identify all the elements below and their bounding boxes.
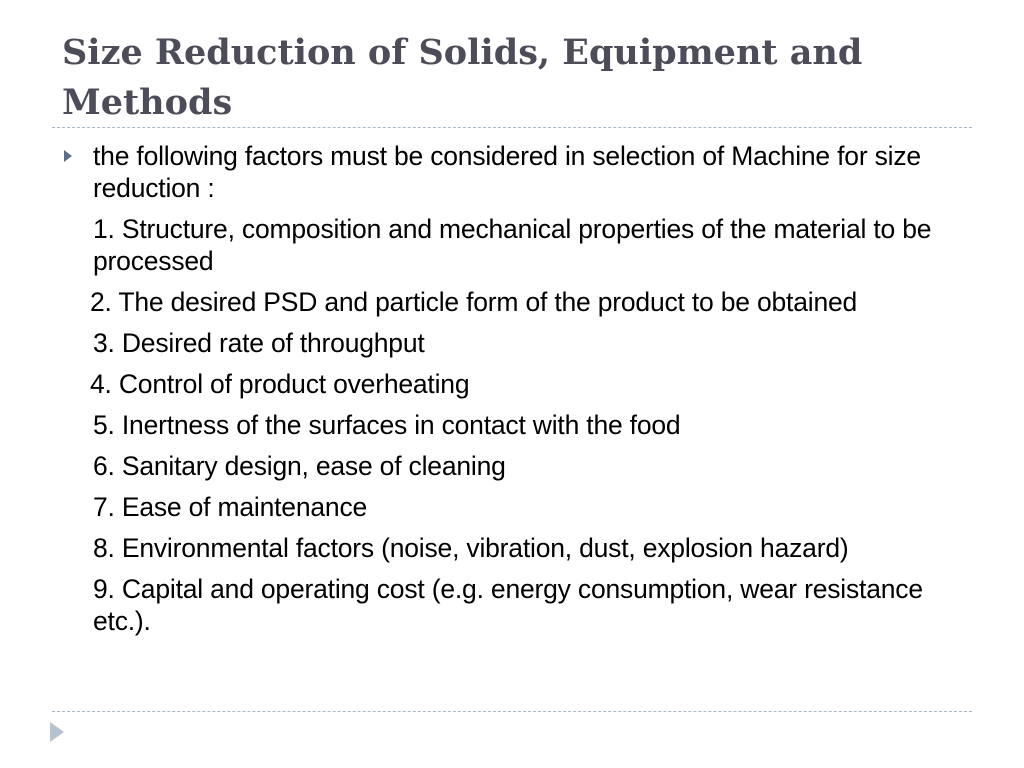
factor-item-7: 7. Ease of maintenance bbox=[93, 492, 368, 522]
slide-body bbox=[62, 140, 962, 637]
intro-text: the following factors must be considered in selection of Machine for size reduction : bbox=[93, 141, 921, 203]
factor-item-9: 9. Capital and operating cost (e.g. energy consumption, wear resistance etc.). bbox=[93, 574, 923, 636]
factor-item-5: 5. Inertness of the surfaces in contact with the food bbox=[93, 410, 681, 440]
factor-item-1: 1. Structure, composition and mechanical properties of the material to be processed bbox=[93, 214, 932, 276]
bullet-item bbox=[62, 140, 962, 204]
factor-item-6: 6. Sanitary design, ease of cleaning bbox=[93, 451, 506, 481]
corner-arrow-icon bbox=[50, 722, 64, 742]
factor-item-3: 3. Desired rate of throughput bbox=[93, 328, 425, 358]
footer-divider bbox=[52, 711, 972, 712]
triangle-bullet-icon bbox=[64, 150, 72, 162]
title-divider bbox=[52, 127, 972, 128]
slide-title: Size Reduction of Solids, Equipment and Methods bbox=[62, 32, 863, 123]
factor-item-2: 2. The desired PSD and particle form of the product to be obtained bbox=[90, 287, 858, 317]
factor-item-8: 8. Environmental factors (noise, vibration, dust, explosion hazard) bbox=[93, 533, 849, 563]
factor-item-4: 4. Control of product overheating bbox=[90, 369, 470, 399]
